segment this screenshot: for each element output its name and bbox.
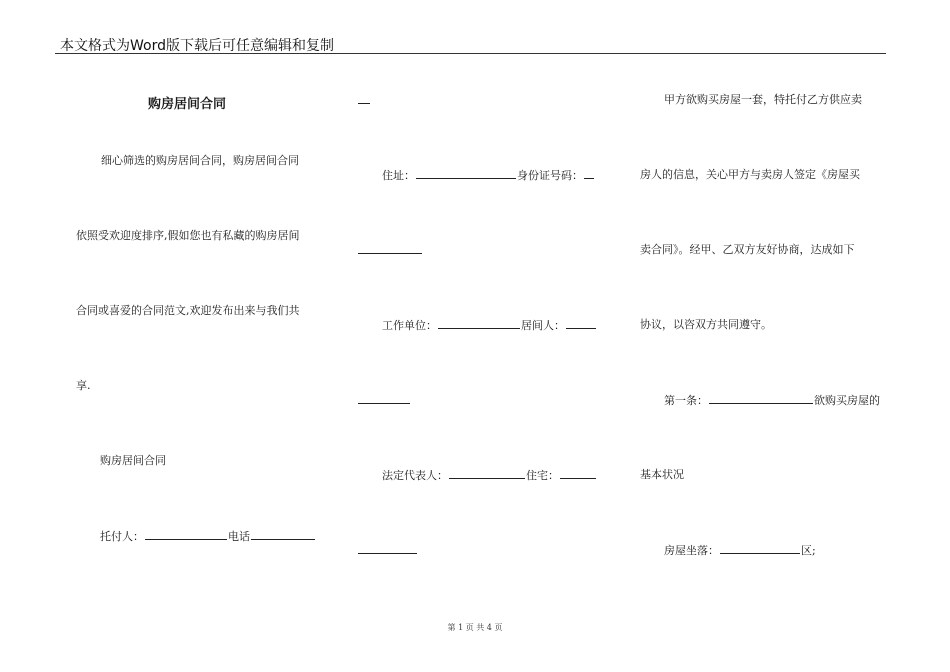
document-header-title: 本文格式为Word版下载后可任意编辑和复制 — [60, 38, 334, 54]
article-1-label: 第一条： — [664, 394, 708, 407]
broker-continuation-blank — [358, 393, 410, 404]
intro-line-3: 合同或喜爱的合同范文,欢迎发布出来与我们共 — [76, 304, 300, 317]
paragraph-line-1: 甲方欲购买房屋一套，特托付乙方供应卖 — [664, 93, 862, 106]
id-blank — [584, 168, 594, 179]
entrust-blank — [145, 529, 227, 540]
column-2 — [357, 0, 607, 620]
article-1-text: 欲购买房屋的 — [814, 394, 880, 407]
contract-subtitle: 购房居间合同 — [100, 454, 166, 467]
article-1-blank — [709, 393, 813, 404]
phone-blank — [251, 529, 315, 540]
employer-row — [382, 318, 597, 332]
continuation-blank — [358, 93, 370, 104]
paragraph-line-3: 卖合同》。经甲、乙双方友好协商，达成如下 — [640, 243, 855, 256]
employer-label: 工作单位： — [382, 319, 437, 332]
page-number: 第 1 页 共 4 页 — [447, 623, 503, 632]
paragraph-line-2: 房人的信息，关心甲方与卖房人签定《房屋买 — [640, 168, 860, 181]
intro-line-2: 依照受欢迎度排序,假如您也有私藏的购房居间 — [76, 229, 300, 242]
contract-title: 购房居间合同 — [148, 97, 227, 112]
address-row — [382, 168, 595, 182]
paragraph-line-4: 协议，以咨双方共同遵守。 — [640, 318, 772, 331]
legal-rep-blank — [449, 468, 525, 479]
entrust-row — [100, 529, 316, 543]
entrust-label: 托付人： — [100, 530, 144, 543]
id-label: 身份证号码： — [517, 169, 583, 182]
address-label: 住址： — [382, 169, 415, 182]
article-1-continuation: 基本状况 — [640, 468, 684, 481]
legal-rep-row — [382, 468, 597, 482]
id-continuation-blank — [358, 243, 422, 254]
column-1 — [76, 0, 326, 620]
phone-label: 电话 — [228, 530, 250, 543]
residence-blank — [560, 468, 596, 479]
broker-continuation-row — [357, 393, 411, 407]
continuation-row — [357, 93, 371, 107]
residence-continuation-row — [357, 543, 418, 557]
column-3 — [640, 0, 890, 620]
broker-label: 居间人： — [521, 319, 565, 332]
residence-label: 住宅： — [526, 469, 559, 482]
location-blank — [720, 543, 800, 554]
location-row — [664, 543, 816, 557]
intro-line-4: 享. — [76, 379, 91, 392]
location-label: 房屋坐落： — [664, 544, 719, 557]
residence-continuation-blank — [358, 543, 417, 554]
address-blank — [416, 168, 516, 179]
article-1-row — [664, 393, 880, 407]
employer-blank — [438, 318, 520, 329]
legal-rep-label: 法定代表人： — [382, 469, 448, 482]
intro-line-1: 细心筛选的购房居间合同，购房居间合同 — [101, 154, 299, 167]
district-label: 区; — [801, 544, 816, 557]
id-continuation-row — [357, 243, 423, 257]
broker-blank — [566, 318, 596, 329]
